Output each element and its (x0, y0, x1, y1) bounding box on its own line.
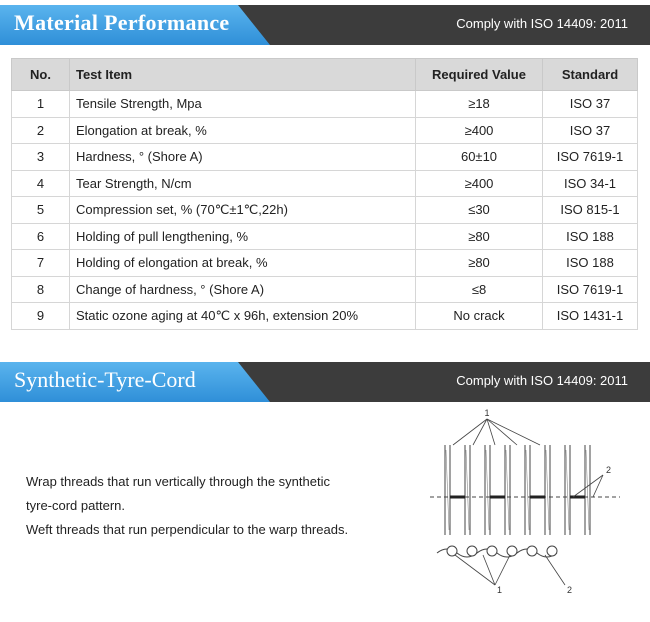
header-no: No. (12, 59, 70, 91)
cell-required-value: 60±10 (416, 144, 543, 171)
table-row (12, 144, 638, 171)
cell-no: 9 (12, 303, 70, 330)
warp-threads (445, 445, 590, 535)
cell-required-value: No crack (416, 303, 543, 330)
cell-required-value: ≥80 (416, 250, 543, 277)
cell-no: 3 (12, 144, 70, 171)
table-row (12, 276, 638, 303)
cell-no: 6 (12, 223, 70, 250)
label-warp-bottom: 1 (497, 585, 503, 595)
cell-no: 4 (12, 170, 70, 197)
label-1-leaders (453, 419, 540, 585)
cell-test-item: Compression set, % (70℃±1℃,22h) (70, 197, 416, 224)
cell-standard: ISO 188 (543, 250, 638, 277)
cell-test-item: Tear Strength, N/cm (70, 170, 416, 197)
cell-required-value: ≥400 (416, 170, 543, 197)
cell-standard: ISO 37 (543, 117, 638, 144)
cell-no: 2 (12, 117, 70, 144)
cell-standard: ISO 7619-1 (543, 144, 638, 171)
cell-required-value: ≥18 (416, 91, 543, 118)
cell-test-item: Elongation at break, % (70, 117, 416, 144)
cell-no: 7 (12, 250, 70, 277)
cell-test-item: Tensile Strength, Mpa (70, 91, 416, 118)
cell-standard: ISO 815-1 (543, 197, 638, 224)
label-weft-right: 2 (606, 465, 612, 475)
performance-table (11, 58, 638, 330)
description-line: Wrap threads that run vertically through the synthetic (26, 474, 330, 489)
header-test-item: Test Item (70, 59, 416, 91)
cell-required-value: ≤30 (416, 197, 543, 224)
cell-required-value: ≥80 (416, 223, 543, 250)
warp-hatching (446, 450, 589, 530)
compliance-note: Comply with ISO 14409: 2011 (456, 373, 628, 388)
table-row (12, 91, 638, 118)
table-row (12, 117, 638, 144)
cell-required-value: ≥400 (416, 117, 543, 144)
tyre-cord-description (26, 470, 348, 542)
section-title: Material Performance (14, 10, 230, 35)
synthetic-tyre-cord-banner (0, 362, 650, 402)
cell-test-item: Change of hardness, ° (Shore A) (70, 276, 416, 303)
label-warp-top: 1 (484, 408, 490, 418)
cell-test-item: Hardness, ° (Shore A) (70, 144, 416, 171)
cell-test-item: Holding of pull lengthening, % (70, 223, 416, 250)
cell-no: 5 (12, 197, 70, 224)
description-line: tyre-cord pattern. (26, 498, 125, 513)
table-row (12, 223, 638, 250)
cell-standard: ISO 7619-1 (543, 276, 638, 303)
cord-cross-sections (447, 546, 557, 556)
material-performance-banner (0, 5, 650, 45)
tyre-cord-diagram (425, 405, 625, 595)
table-row (12, 197, 638, 224)
table-header-row (12, 59, 638, 91)
description-line: Weft threads that run perpendicular to the warp threads. (26, 522, 349, 537)
cell-test-item: Static ozone aging at 40℃ x 96h, extension 20% (70, 303, 416, 330)
table-row (12, 303, 638, 330)
header-required-value: Required Value (416, 59, 543, 91)
cell-test-item: Holding of elongation at break, % (70, 250, 416, 277)
cell-required-value: ≤8 (416, 276, 543, 303)
header-standard: Standard (543, 59, 638, 91)
cell-no: 1 (12, 91, 70, 118)
cell-standard: ISO 37 (543, 91, 638, 118)
label-2-leaders (545, 475, 603, 585)
compliance-note: Comply with ISO 14409: 2011 (456, 16, 628, 31)
cell-standard: ISO 188 (543, 223, 638, 250)
cell-no: 8 (12, 276, 70, 303)
section-title: Synthetic-Tyre-Cord (14, 367, 196, 392)
label-weft-bottom: 2 (567, 585, 573, 595)
table-row (12, 170, 638, 197)
cell-standard: ISO 34-1 (543, 170, 638, 197)
table-row (12, 250, 638, 277)
cell-standard: ISO 1431-1 (543, 303, 638, 330)
